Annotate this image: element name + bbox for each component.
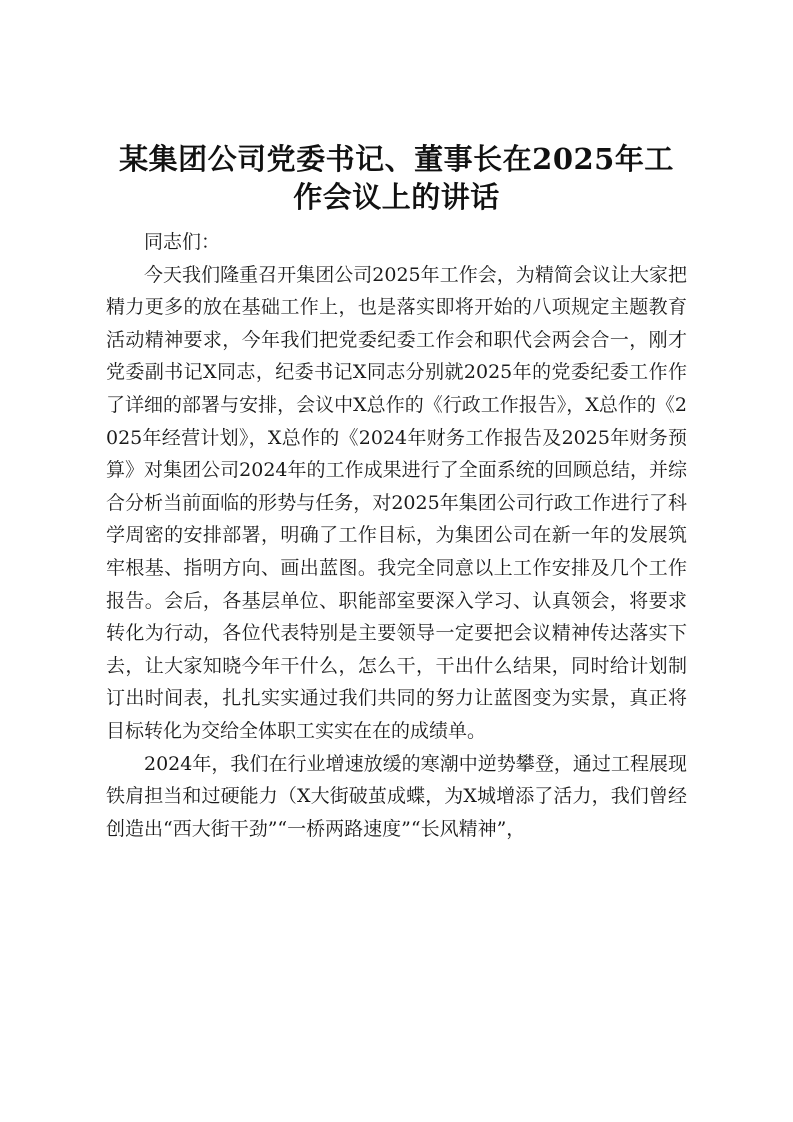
document-body bbox=[106, 226, 687, 845]
body-paragraph-2024-review: 2024年，我们在行业增速放缓的寒潮中逆势攀登，通过工程展现铁肩担当和过硬能力（X大街破茧成蝶，为X城增添了活力，我们曾经创造出“西大街干劲”“一桥两路速度”“长风精神”， bbox=[106, 752, 687, 840]
document-title: 某集团公司党委书记、董事长在2025年工作会议上的讲话 bbox=[119, 142, 674, 214]
salutation-paragraph: 同志们： bbox=[144, 231, 221, 253]
body-paragraph-opening: 今天我们隆重召开集团公司2025年工作会，为精简会议让大家把精力更多的放在基础工作上，也是落实即将开始的八项规定主题教育活动精神要求，今年我们把党委纪委工作会和职代会两会合一，刚才党委副书记X同志，纪委书记X同志分别就2025年的党委纪委工作作了详细的部署与安排，会议中X总作的《行政工作报告》，X总作的《2025年经营计划》，X总作的《2024年财务工作报告及2025年财务预算》对集团公司2024年的工作成果进行了全面系统的回顾总结，并综合分析当前面临的形势与任务，对2025年集团公司行政工作进行了科学周密的安排部署，明确了工作目标，为集团公司在新一年的发展筑牢根基、指明方向、画出蓝图。我完全同意以上工作安排及几个工作报告。会后，各基层单位、职能部室要深入学习、认真领会，将要求转化为行动，各位代表特别是主要领导一定要把会议精神传达落实下去，让大家知晓今年干什么，怎么干，干出什么结果，同时给计划制订出时间表，扎扎实实通过我们共同的努力让蓝图变为实景，真正将目标转化为交给全体职工实实在在的成绩单。 bbox=[106, 263, 687, 742]
